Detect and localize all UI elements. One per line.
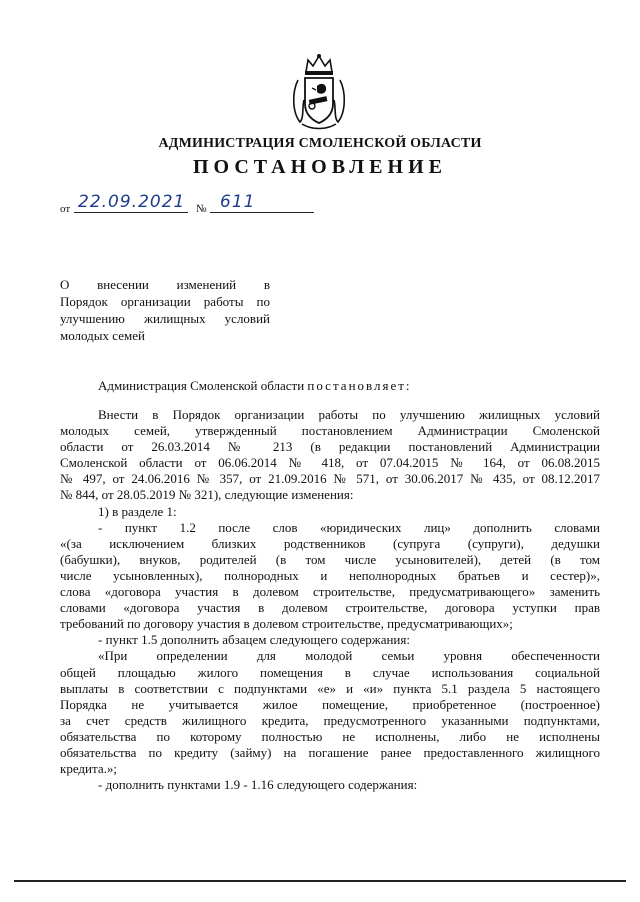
subject-line: улучшению жилищных условий	[60, 311, 270, 326]
document-body	[60, 407, 600, 793]
body-line: № 497, от 24.06.2016 № 357, от 21.09.2016 № 571, от 30.06.2017 № 435, от 08.12.2017	[60, 471, 600, 487]
body-line: Смоленской области от 06.06.2014 № 418, от 07.04.2015 № 164, от 06.08.2015	[60, 455, 600, 471]
body-line: за счет средств жилищного кредита, предусмотренного указанными подпунктами,	[60, 712, 600, 728]
body-line: Внести в Порядок организации работы по улучшению жилищных условий	[98, 407, 600, 422]
intro-lead: Администрация Смоленской области	[98, 378, 305, 393]
subject-line: О внесении изменений в	[60, 277, 270, 292]
document-subject	[60, 276, 270, 344]
body-line: 1) в разделе 1:	[98, 503, 177, 519]
coat-of-arms-icon	[290, 52, 348, 130]
body-line: № 844, от 28.05.2019 № 321), следующие изменения:	[60, 487, 354, 503]
body-line: молодых семей, утвержденный постановлением Администрации Смоленской	[60, 423, 600, 439]
intro-verb: постановляет:	[307, 378, 412, 393]
body-line: - пункт 1.2 после слов «юридических лиц» дополнить словами	[98, 519, 600, 535]
subject-line: Порядок организации работы по	[60, 294, 270, 309]
body-line: требований по договору участия в долевом строительстве, предусматривающих»;	[60, 616, 513, 632]
body-line: общей площадью жилого помещения в случае использования социальной	[60, 664, 600, 680]
coat-of-arms-emblem	[290, 52, 348, 130]
body-line: кредита.»;	[60, 761, 117, 777]
body-line: - дополнить пунктами 1.9 - 1.16 следующего содержания:	[98, 777, 418, 793]
document-type-title: ПОСТАНОВЛЕНИЕ	[193, 156, 447, 178]
body-line: «При определении для молодой семьи уровня обеспеченности	[98, 648, 600, 664]
body-line: области от 26.03.2014 № 213 (в редакции постановлений Администрации	[60, 439, 600, 455]
body-line: обязательства по которому полностью не исполнены, либо не исполнены	[60, 728, 600, 744]
date-number-line	[60, 192, 320, 218]
body-line: (бабушки), внуков, родителей (в том числе усыновителей), детей (в том	[60, 551, 600, 567]
body-line: числе усыновленных), полнородных и неполнородных братьев и сестер)»,	[60, 567, 600, 583]
number-label: №	[196, 203, 207, 215]
body-line: словами «договора участия в долевом строительстве, договора уступки прав	[60, 600, 600, 616]
handwritten-date: 22.09.2021	[78, 192, 186, 212]
resolution-intro	[98, 378, 412, 394]
body-line: Порядка не учитывается жилое помещение, приобретенное (построенное)	[60, 696, 600, 712]
number-underline	[210, 212, 314, 213]
date-underline	[74, 212, 188, 213]
page-bottom-rule	[14, 880, 626, 882]
body-line: слова «договора участия в долевом строительстве, предусматривающего» заменить	[60, 584, 600, 600]
subject-line: молодых семей	[60, 328, 145, 343]
body-line: - пункт 1.5 дополнить абзацем следующего содержания:	[98, 632, 410, 648]
date-from-label: от	[60, 203, 71, 215]
handwritten-number: 611	[220, 192, 256, 212]
body-line: выплаты в соответствии с подпунктами «е» и «и» пункта 5.1 раздела 5 настоящего	[60, 680, 600, 696]
body-line: обязательства по кредиту (займу) на погашение ранее предоставленного жилищного	[60, 744, 600, 760]
organization-name: АДМИНИСТРАЦИЯ СМОЛЕНСКОЙ ОБЛАСТИ	[158, 136, 482, 151]
body-line: «(за исключением близких родственников (супруга (супруги), дедушки	[60, 535, 600, 551]
